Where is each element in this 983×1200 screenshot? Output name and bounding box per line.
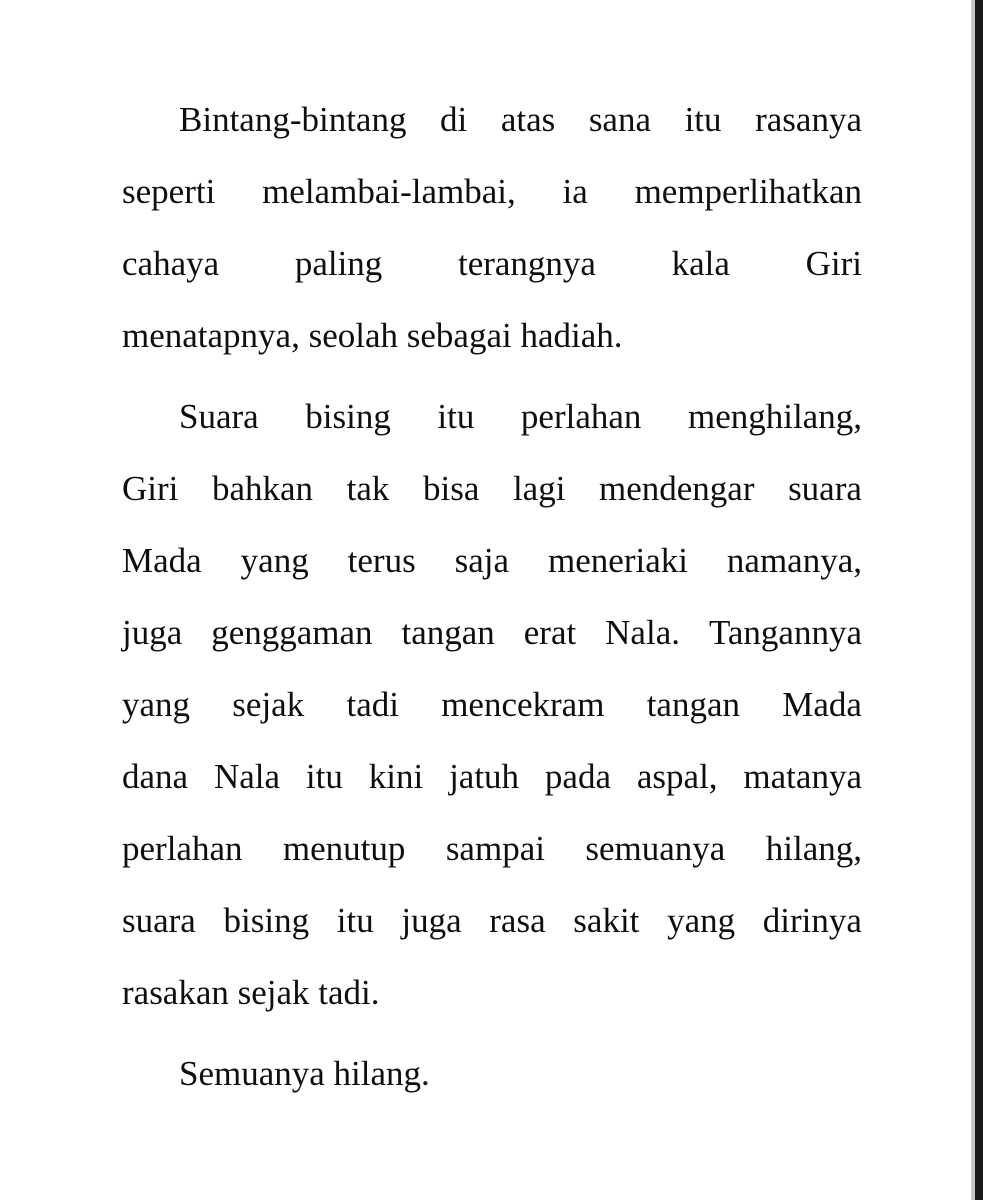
word: yang (240, 541, 309, 580)
text-line: rasakan sejak tadi. (122, 973, 380, 1012)
text-line (122, 453, 862, 525)
word: mencekram (441, 685, 605, 724)
text-line (122, 741, 862, 813)
word: semuanya (585, 829, 726, 868)
word: seperti (122, 172, 216, 211)
word: aspal, (636, 757, 718, 796)
word: atas (500, 100, 556, 139)
word: rasa (489, 901, 546, 940)
word: dana (122, 757, 189, 796)
word: menghilang, (687, 397, 862, 436)
word: Nala. (605, 613, 680, 652)
word: bising (223, 901, 310, 940)
word: Tangannya (708, 613, 862, 652)
word: tangan (401, 613, 495, 652)
word: Suara (179, 397, 259, 436)
word: lagi (512, 469, 566, 508)
word: menutup (282, 829, 406, 868)
word: tangan (646, 685, 740, 724)
word: pada (544, 757, 611, 796)
word: meneriaki (548, 541, 688, 580)
word: bahkan (211, 469, 314, 508)
word: Bintang-bintang (179, 100, 407, 139)
text-line: Semuanya hilang. (179, 1054, 430, 1093)
word: perlahan (520, 397, 642, 436)
text-line: menatapnya, seolah sebagai hadiah. (122, 316, 623, 355)
text-line (122, 885, 862, 957)
paragraph (122, 84, 862, 372)
word: erat (523, 613, 577, 652)
word: sampai (445, 829, 545, 868)
word: tak (346, 469, 390, 508)
word: juga (401, 901, 462, 940)
word: genggaman (211, 613, 373, 652)
word: Giri (805, 244, 862, 283)
text-line (122, 228, 862, 300)
word: tadi (346, 685, 399, 724)
word: kini (368, 757, 424, 796)
word: itu (684, 100, 722, 139)
word: saja (454, 541, 510, 580)
word: sejak (232, 685, 305, 724)
word: rasanya (755, 100, 862, 139)
word: Mada (782, 685, 862, 724)
word: namanya, (726, 541, 862, 580)
word: paling (294, 244, 383, 283)
paragraph (122, 1038, 862, 1110)
word: jatuh (449, 757, 520, 796)
word: Giri (122, 469, 179, 508)
document-body (122, 84, 862, 1110)
word: kala (671, 244, 730, 283)
text-line (122, 813, 862, 885)
word: terus (347, 541, 416, 580)
word: yang (122, 685, 191, 724)
word: terangnya (457, 244, 596, 283)
word: itu (336, 901, 374, 940)
word: dirinya (762, 901, 862, 940)
word: yang (667, 901, 736, 940)
text-line (122, 597, 862, 669)
word: cahaya (122, 244, 220, 283)
text-line (122, 669, 862, 741)
word: memperlihatkan (634, 172, 862, 211)
word: sana (588, 100, 652, 139)
word: bising (305, 397, 391, 436)
word: mendengar (599, 469, 755, 508)
word: itu (305, 757, 343, 796)
text-line (122, 525, 862, 597)
word: sakit (573, 901, 640, 940)
word: bisa (422, 469, 480, 508)
word: suara (788, 469, 862, 508)
word: melambai-lambai, (262, 172, 516, 211)
word: itu (437, 397, 475, 436)
word: juga (122, 613, 183, 652)
word: matanya (743, 757, 862, 796)
text-line (122, 156, 862, 228)
word: perlahan (122, 829, 243, 868)
paragraph (122, 381, 862, 1029)
text-line (122, 84, 862, 156)
word: Mada (122, 541, 202, 580)
word: ia (562, 172, 588, 211)
text-line (122, 381, 862, 453)
word: di (440, 100, 468, 139)
word: Nala (213, 757, 281, 796)
word: hilang, (765, 829, 862, 868)
word: suara (122, 901, 196, 940)
screen-edge (975, 0, 983, 1200)
